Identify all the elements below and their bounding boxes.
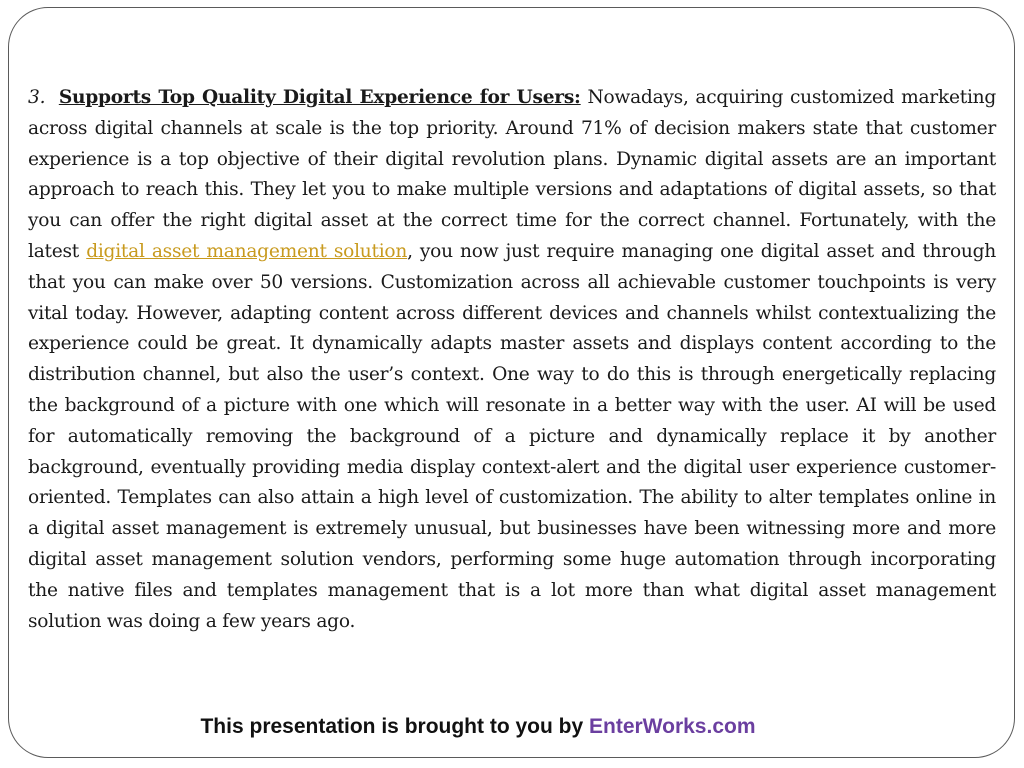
footer-credit: [0, 715, 956, 739]
enterworks-link[interactable]: EnterWorks.com: [589, 715, 756, 738]
list-number: 3.: [28, 87, 46, 108]
dam-solution-link[interactable]: digital asset management solution: [86, 240, 408, 262]
body-text-part1: Nowadays, acquiring customized marketing across digital channels at scale is the top priority. Around 71% of decision makers state that customer experience is a top objective of their digital revolution plans. Dynamic digital assets are an important approach to reach this. They let you to make multiple versions and adaptations of digital assets, so that you can offer the right digital asset at the correct time for the correct channel. Fortunately, with the latest: [28, 87, 997, 262]
body-paragraph: [28, 83, 996, 637]
section-heading: Supports Top Quality Digital Experience for Users:: [58, 87, 581, 108]
footer-prefix: This presentation is brought to you by: [200, 715, 589, 738]
body-text-part2: , you now just require managing one digital asset and through that you can make over 50 versions. Customization across all achievable customer touchpoints is very vital today. However, adapting content across different devices and channels whilst contextualizing the experience could be great. It dynamically adapts master assets and displays content according to the distribution channel, but also the user’s context. One way to do this is through energetically replacing the background of a picture with one which will resonate in a better way with the user. AI will be used for automatically removing the background of a picture and dynamically replace it by another background, eventually providing media display context-alert and the digital user experience customer-oriented. Templates can also attain a high level of customization. The ability to alter templates online in a digital asset management is extremely unusual, but businesses have been witnessing more and more digital asset management solution vendors, performing some huge automation through incorporating the native files and templates management that is a lot more than what digital asset management solution was doing a few years ago.: [28, 240, 996, 632]
